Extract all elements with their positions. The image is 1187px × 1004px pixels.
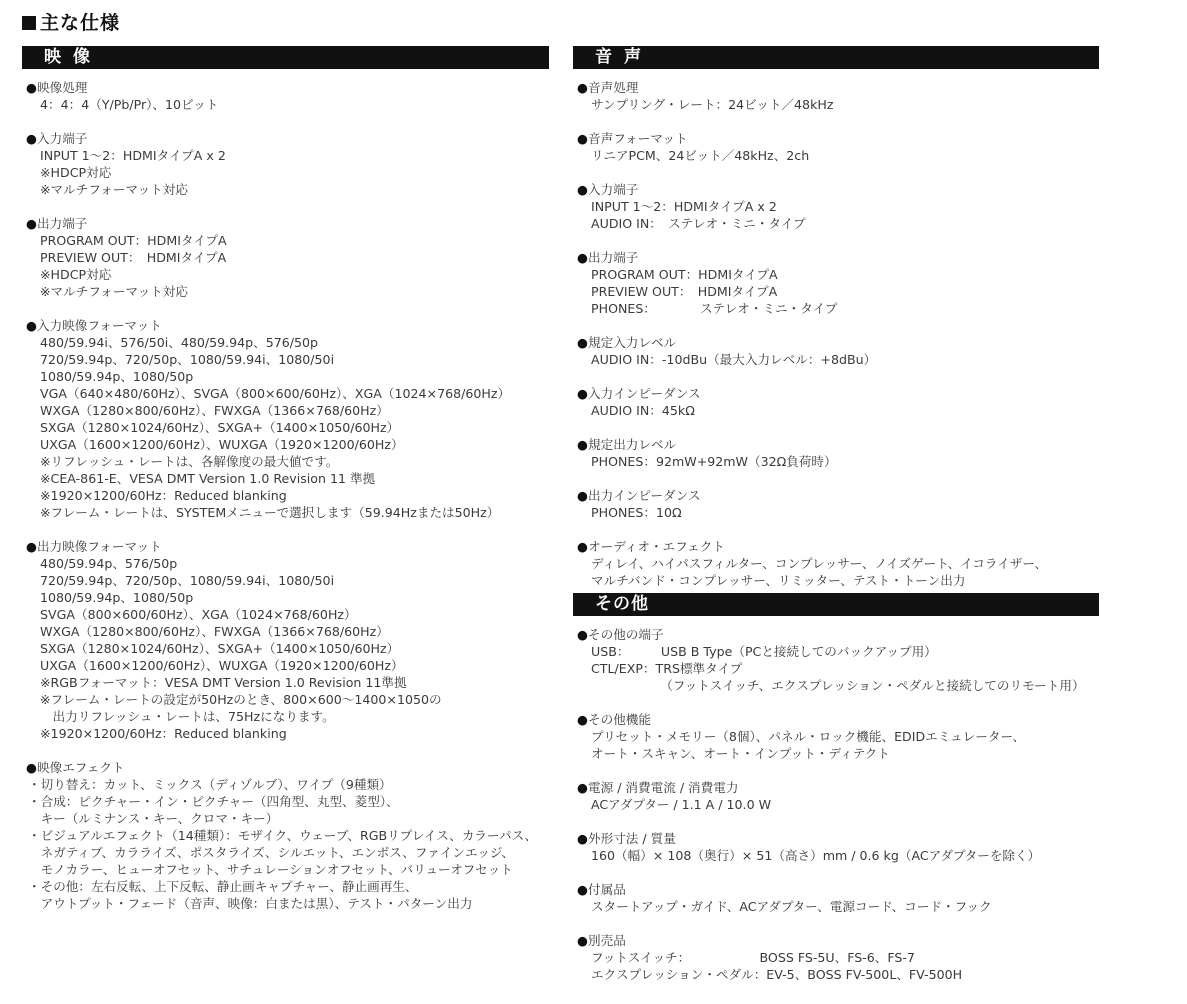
spec-section bbox=[573, 538, 1099, 589]
spec-line: AUDIO IN： ステレオ・ミニ・タイプ bbox=[591, 216, 806, 231]
spec-title: 出力端子 bbox=[37, 216, 88, 231]
bullet-icon: ● bbox=[26, 216, 37, 231]
spec-line: モノカラー、ヒューオフセット、サチュレーションオフセット、バリューオフセット bbox=[28, 862, 513, 877]
spec-title: 電源 / 消費電流 / 消費電力 bbox=[588, 780, 739, 795]
spec-title: 映像処理 bbox=[37, 80, 88, 95]
spec-line: PREVIEW OUT： HDMIタイプA bbox=[591, 284, 778, 299]
spec-section bbox=[573, 385, 1099, 419]
bullet-icon: ● bbox=[577, 712, 588, 727]
spec-section bbox=[573, 249, 1099, 317]
spec-line: ※HDCP対応 bbox=[40, 267, 112, 282]
spec-title: 規定出力レベル bbox=[588, 437, 677, 452]
spec-line: UXGA（1600×1200/60Hz）、WUXGA（1920×1200/60Hz） bbox=[40, 437, 404, 452]
spec-section bbox=[22, 79, 549, 113]
page-title bbox=[22, 8, 120, 35]
spec-line: ・その他：左右反転、上下反転、静止画キャプチャー、静止画再生、 bbox=[28, 879, 418, 894]
spec-line: ・ビジュアルエフェクト（14種類）：モザイク、ウェーブ、RGBリプレイス、カラーパス、 bbox=[28, 828, 538, 843]
spec-title: 映像エフェクト bbox=[37, 760, 125, 775]
spec-line: ※マルチフォーマット対応 bbox=[40, 284, 188, 299]
spec-section bbox=[573, 436, 1099, 470]
spec-line: キー（ルミナンス・キー、クロマ・キー） bbox=[28, 811, 279, 826]
spec-line: SVGA（800×600/60Hz）、XGA（1024×768/60Hz） bbox=[40, 607, 357, 622]
bullet-icon: ● bbox=[577, 182, 588, 197]
spec-line: プリセット・メモリー（8個）、パネル・ロック機能、EDIDエミュレーター、 bbox=[591, 729, 1026, 744]
bullet-icon: ● bbox=[26, 760, 37, 775]
spec-line: 1080/59.94p、1080/50p bbox=[40, 590, 194, 605]
spec-title: その他機能 bbox=[588, 712, 651, 727]
spec-section bbox=[573, 711, 1099, 762]
spec-line: UXGA（1600×1200/60Hz）、WUXGA（1920×1200/60Hz） bbox=[40, 658, 404, 673]
spec-section bbox=[573, 130, 1099, 164]
spec-line: PHONES： ステレオ・ミニ・タイプ bbox=[591, 301, 838, 316]
bullet-icon: ● bbox=[577, 539, 588, 554]
spec-section bbox=[22, 215, 549, 300]
video-header: 映像 bbox=[22, 46, 549, 69]
bullet-icon: ● bbox=[577, 131, 588, 146]
square-icon bbox=[22, 16, 36, 30]
spec-line: PREVIEW OUT： HDMIタイプA bbox=[40, 250, 227, 265]
spec-section bbox=[22, 317, 549, 521]
spec-title: オーディオ・エフェクト bbox=[588, 539, 725, 554]
spec-line: CTL/EXP：TRS標準タイプ bbox=[591, 661, 743, 676]
bullet-icon: ● bbox=[577, 780, 588, 795]
spec-line: WXGA（1280×800/60Hz）、FWXGA（1366×768/60Hz） bbox=[40, 403, 389, 418]
spec-line: 160（幅）× 108（奥行）× 51（高さ）mm / 0.6 kg（ACアダプターを除く） bbox=[591, 848, 1041, 863]
spec-line: 720/59.94p、720/50p、1080/59.94i、1080/50i bbox=[40, 352, 335, 367]
spec-line: ※1920×1200/60Hz：Reduced blanking bbox=[40, 726, 287, 741]
spec-line: ネガティブ、カラライズ、ポスタライズ、シルエット、エンボス、ファインエッジ、 bbox=[28, 845, 515, 860]
spec-section bbox=[573, 181, 1099, 232]
spec-line: 480/59.94i、576/50i、480/59.94p、576/50p bbox=[40, 335, 319, 350]
bullet-icon: ● bbox=[577, 882, 588, 897]
bullet-icon: ● bbox=[26, 131, 37, 146]
bullet-icon: ● bbox=[26, 318, 37, 333]
spec-line: PHONES：92mW+92mW（32Ω負荷時） bbox=[591, 454, 837, 469]
spec-line: マルチバンド・コンプレッサー、リミッター、テスト・トーン出力 bbox=[591, 573, 966, 588]
spec-line: ※CEA-861-E、VESA DMT Version 1.0 Revision 11 準拠 bbox=[40, 471, 376, 486]
spec-title: 出力インピーダンス bbox=[588, 488, 701, 503]
bullet-icon: ● bbox=[577, 488, 588, 503]
spec-line: ※フレーム・レートは、SYSTEMメニューで選択します（59.94Hzまたは50Hz） bbox=[40, 505, 500, 520]
spec-line: INPUT 1〜2：HDMIタイプA x 2 bbox=[591, 199, 777, 214]
spec-line: ディレイ、ハイパスフィルター、コンプレッサー、ノイズゲート、イコライザー、 bbox=[591, 556, 1048, 571]
spec-title: 出力映像フォーマット bbox=[37, 539, 162, 554]
spec-section bbox=[573, 830, 1099, 864]
spec-section bbox=[22, 538, 549, 742]
bullet-icon: ● bbox=[577, 933, 588, 948]
spec-title: 別売品 bbox=[588, 933, 626, 948]
spec-section bbox=[22, 759, 549, 912]
audio-header: 音声 bbox=[573, 46, 1099, 69]
bullet-icon: ● bbox=[577, 335, 588, 350]
spec-line: 480/59.94p、576/50p bbox=[40, 556, 178, 571]
spec-line: ※HDCP対応 bbox=[40, 165, 112, 180]
spec-section bbox=[573, 79, 1099, 113]
spec-line: AUDIO IN：-10dBu（最大入力レベル：+8dBu） bbox=[591, 352, 877, 367]
spec-section bbox=[573, 779, 1099, 813]
bullet-icon: ● bbox=[577, 80, 588, 95]
spec-line: スタートアップ・ガイド、ACアダプター、電源コード、コード・フック bbox=[591, 899, 992, 914]
spec-title: 入力端子 bbox=[37, 131, 88, 146]
bullet-icon: ● bbox=[577, 627, 588, 642]
spec-section bbox=[573, 626, 1099, 694]
spec-title: 規定入力レベル bbox=[588, 335, 677, 350]
audio-column bbox=[573, 46, 1099, 983]
spec-title: 音声処理 bbox=[588, 80, 639, 95]
spec-section bbox=[573, 881, 1099, 915]
spec-line: ※リフレッシュ・レートは、各解像度の最大値です。 bbox=[40, 454, 339, 469]
spec-line: （フットスイッチ、エクスプレッション・ペダルと接続してのリモート用） bbox=[591, 678, 1085, 693]
spec-line: PROGRAM OUT：HDMIタイプA bbox=[40, 233, 227, 248]
spec-line: SXGA（1280×1024/60Hz）、SXGA+（1400×1050/60Hz） bbox=[40, 420, 400, 435]
spec-line: ※RGBフォーマット：VESA DMT Version 1.0 Revision 11準拠 bbox=[40, 675, 407, 690]
spec-section bbox=[573, 487, 1099, 521]
spec-title: 入力映像フォーマット bbox=[37, 318, 162, 333]
spec-line: ・合成：ピクチャー・イン・ピクチャー（四角型、丸型、菱型）、 bbox=[28, 794, 399, 809]
spec-line: PHONES：10Ω bbox=[591, 505, 682, 520]
spec-section bbox=[573, 334, 1099, 368]
spec-line: SXGA（1280×1024/60Hz）、SXGA+（1400×1050/60Hz） bbox=[40, 641, 400, 656]
spec-line: リニアPCM、24ビット／48kHz、2ch bbox=[591, 148, 810, 163]
bullet-icon: ● bbox=[577, 250, 588, 265]
spec-title: 入力インピーダンス bbox=[588, 386, 701, 401]
spec-line: エクスプレッション・ペダル：EV-5、BOSS FV-500L、FV-500H bbox=[591, 967, 963, 982]
spec-line: ※マルチフォーマット対応 bbox=[40, 182, 188, 197]
spec-line: サンプリング・レート：24ビット／48kHz bbox=[591, 97, 834, 112]
spec-line: アウトプット・フェード（音声、映像：白または黒）、テスト・パターン出力 bbox=[28, 896, 473, 911]
spec-section bbox=[22, 130, 549, 198]
video-column bbox=[22, 46, 549, 912]
spec-title: 入力端子 bbox=[588, 182, 639, 197]
bullet-icon: ● bbox=[577, 437, 588, 452]
spec-line: WXGA（1280×800/60Hz）、FWXGA（1366×768/60Hz） bbox=[40, 624, 389, 639]
bullet-icon: ● bbox=[577, 386, 588, 401]
spec-line: ※1920×1200/60Hz：Reduced blanking bbox=[40, 488, 287, 503]
spec-line: 出力リフレッシュ・レートは、75Hzになります。 bbox=[40, 709, 335, 724]
spec-line: VGA（640×480/60Hz）、SVGA（800×600/60Hz）、XGA（1024×768/60Hz） bbox=[40, 386, 511, 401]
spec-title: 外形寸法 / 質量 bbox=[588, 831, 676, 846]
spec-title: 出力端子 bbox=[588, 250, 639, 265]
bullet-icon: ● bbox=[26, 539, 37, 554]
spec-title: その他の端子 bbox=[588, 627, 664, 642]
spec-line: ・切り替え：カット、ミックス（ディゾルブ）、ワイプ（9種類） bbox=[28, 777, 392, 792]
spec-line: オート・スキャン、オート・インプット・ディテクト bbox=[591, 746, 890, 761]
spec-line: INPUT 1〜2：HDMIタイプA x 2 bbox=[40, 148, 226, 163]
spec-line: PROGRAM OUT：HDMIタイプA bbox=[591, 267, 778, 282]
bullet-icon: ● bbox=[26, 80, 37, 95]
spec-line: AUDIO IN：45kΩ bbox=[591, 403, 695, 418]
spec-title: 付属品 bbox=[588, 882, 626, 897]
spec-line: ACアダプター / 1.1 A / 10.0 W bbox=[591, 797, 772, 812]
spec-line: 4：4：4（Y/Pb/Pr）、10ビット bbox=[40, 97, 219, 112]
spec-line: ※フレーム・レートの設定が50Hzのとき、800×600〜1400×1050の bbox=[40, 692, 442, 707]
spec-line: 720/59.94p、720/50p、1080/59.94i、1080/50i bbox=[40, 573, 335, 588]
spec-line: フットスイッチ： BOSS FS-5U、FS-6、FS-7 bbox=[591, 950, 915, 965]
spec-line: 1080/59.94p、1080/50p bbox=[40, 369, 194, 384]
spec-line: USB： USB B Type（PCと接続してのバックアップ用） bbox=[591, 644, 937, 659]
page-title-text: 主な仕様 bbox=[40, 12, 121, 34]
spec-section bbox=[573, 932, 1099, 983]
spec-title: 音声フォーマット bbox=[588, 131, 688, 146]
bullet-icon: ● bbox=[577, 831, 588, 846]
other-header: その他 bbox=[573, 593, 1099, 616]
